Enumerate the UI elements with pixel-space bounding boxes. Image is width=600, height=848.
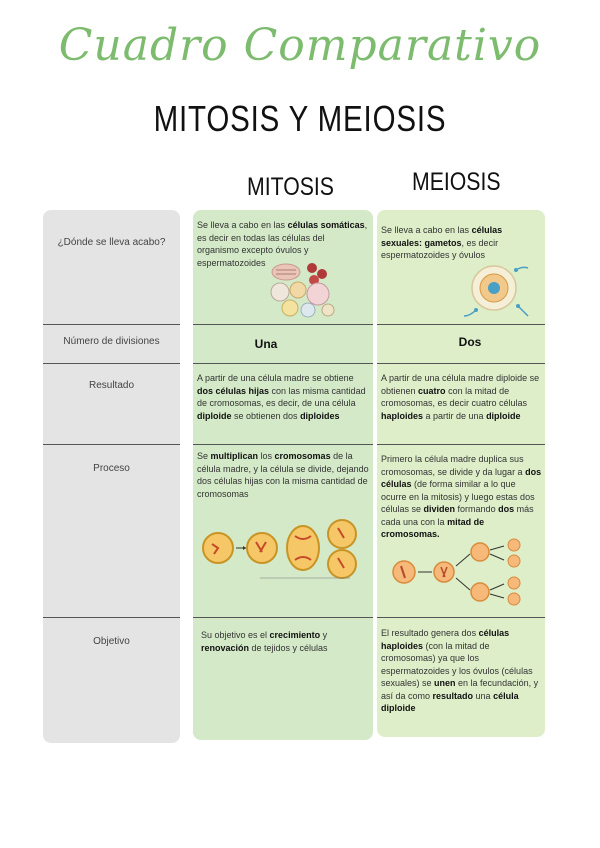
egg-sperm-illustration [462, 260, 532, 322]
row-divider [193, 617, 373, 618]
page-title: Cuadro Comparativo [58, 20, 542, 71]
meiosis-donde-text: Se lleva a cabo en las células sexuales: gametos, es decir espermatozoides y óvulos [381, 225, 503, 260]
row-divider [377, 617, 545, 618]
row-divider [193, 444, 373, 445]
row-divider [43, 363, 180, 364]
row-label-objetivo: Objetivo [93, 636, 130, 647]
row-label-donde: ¿Dónde se lleva acabo? [57, 237, 166, 248]
row-divider [43, 617, 180, 618]
row-label-resultado: Resultado [88, 380, 135, 391]
mitosis-proceso-text: Se multiplican los cromosomas de la célula madre, y la célula se divide, dejando dos células hijas con la misma cantidad de cromosomas [197, 451, 369, 499]
row-divider [43, 444, 180, 445]
mitosis-donde-text: Se lleva a cabo en las células somáticas, es decir en todas las células del organismo excepto óvulos y espermatozoides [197, 220, 368, 268]
meiosis-proceso-text: Primero la célula madre duplica sus cromosomas, se divide y da lugar a dos células (de forma similar a lo que ocurre en la mitosis) y luego estas dos células se dividen formando dos más cada una con la mitad de cromosomas. [381, 454, 542, 539]
row-labels-panel [43, 210, 180, 743]
mitosis-objetivo-text: Su objetivo es el crecimiento y renovación de tejidos y células [201, 630, 328, 653]
row-divider [377, 363, 545, 364]
page-subtitle: MITOSIS Y MEIOSIS [153, 98, 447, 139]
meiosis-objetivo-text: El resultado genera dos células haploides (con la mitad de cromosomas) ya que los espermatozoides y los óvulos (células sexuales) se unen en la fecundación, y así da como resultado una célula diploide [381, 628, 539, 713]
mitosis-resultado-text: A partir de una célula madre se obtiene dos células hijas con las misma cantidad de cromosomas, es decir, de una célula diploide se obtienen dos diploides [197, 373, 366, 421]
column-header-meiosis: MEIOSIS [412, 168, 501, 196]
somatic-cells-illustration [268, 260, 340, 318]
meiosis-divisiones-value: Dos [458, 335, 482, 349]
row-divider [193, 324, 373, 325]
meiosis-diagram [386, 540, 534, 606]
mitosis-divisiones-value: Una [254, 337, 278, 351]
row-divider [377, 324, 545, 325]
row-divider [43, 324, 180, 325]
row-label-proceso: Proceso [93, 463, 130, 474]
row-divider [193, 363, 373, 364]
meiosis-resultado-text: A partir de una célula madre diploide se obtienen cuatro con la mitad de cromosomas, es decir cuatro células haploides a partir de una diploide [381, 373, 540, 421]
row-label-divisiones: Número de divisiones [63, 336, 160, 347]
row-divider [377, 444, 545, 445]
mitosis-diagram [200, 516, 365, 582]
column-header-mitosis: MITOSIS [247, 173, 334, 201]
